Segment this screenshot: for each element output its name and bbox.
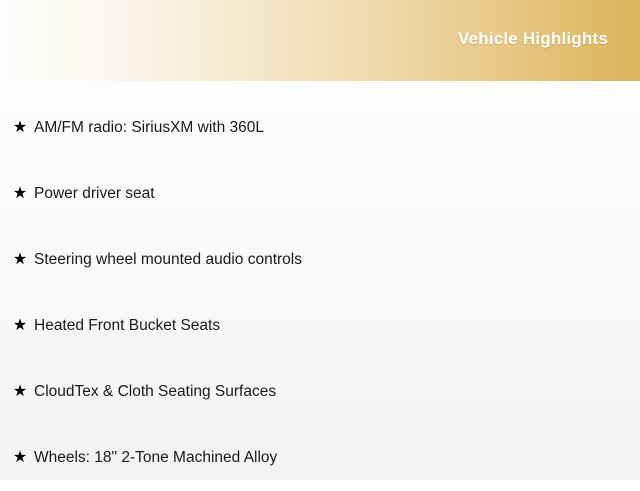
star-bullet-icon: ★ (12, 119, 28, 136)
list-item (0, 359, 640, 425)
list-item (0, 227, 640, 293)
header-band (0, 0, 640, 81)
list-item-label: CloudTex & Cloth Seating Surfaces (34, 383, 277, 400)
list-item (0, 161, 640, 227)
star-bullet-icon: ★ (12, 251, 28, 268)
list-item (0, 425, 640, 491)
list-item (0, 95, 640, 161)
star-bullet-icon: ★ (12, 449, 28, 466)
page-title: Vehicle Highlights (457, 29, 608, 48)
list-item-label: Power driver seat (34, 185, 155, 202)
list-item-label: Steering wheel mounted audio controls (34, 251, 302, 268)
star-bullet-icon: ★ (12, 317, 28, 334)
star-bullet-icon: ★ (12, 185, 28, 202)
highlights-list (0, 81, 640, 491)
list-item-label: Heated Front Bucket Seats (34, 317, 221, 334)
list-item-label: AM/FM radio: SiriusXM with 360L (34, 119, 264, 136)
list-item-label: Wheels: 18" 2-Tone Machined Alloy (34, 449, 278, 466)
list-item (0, 293, 640, 359)
star-bullet-icon: ★ (12, 383, 28, 400)
